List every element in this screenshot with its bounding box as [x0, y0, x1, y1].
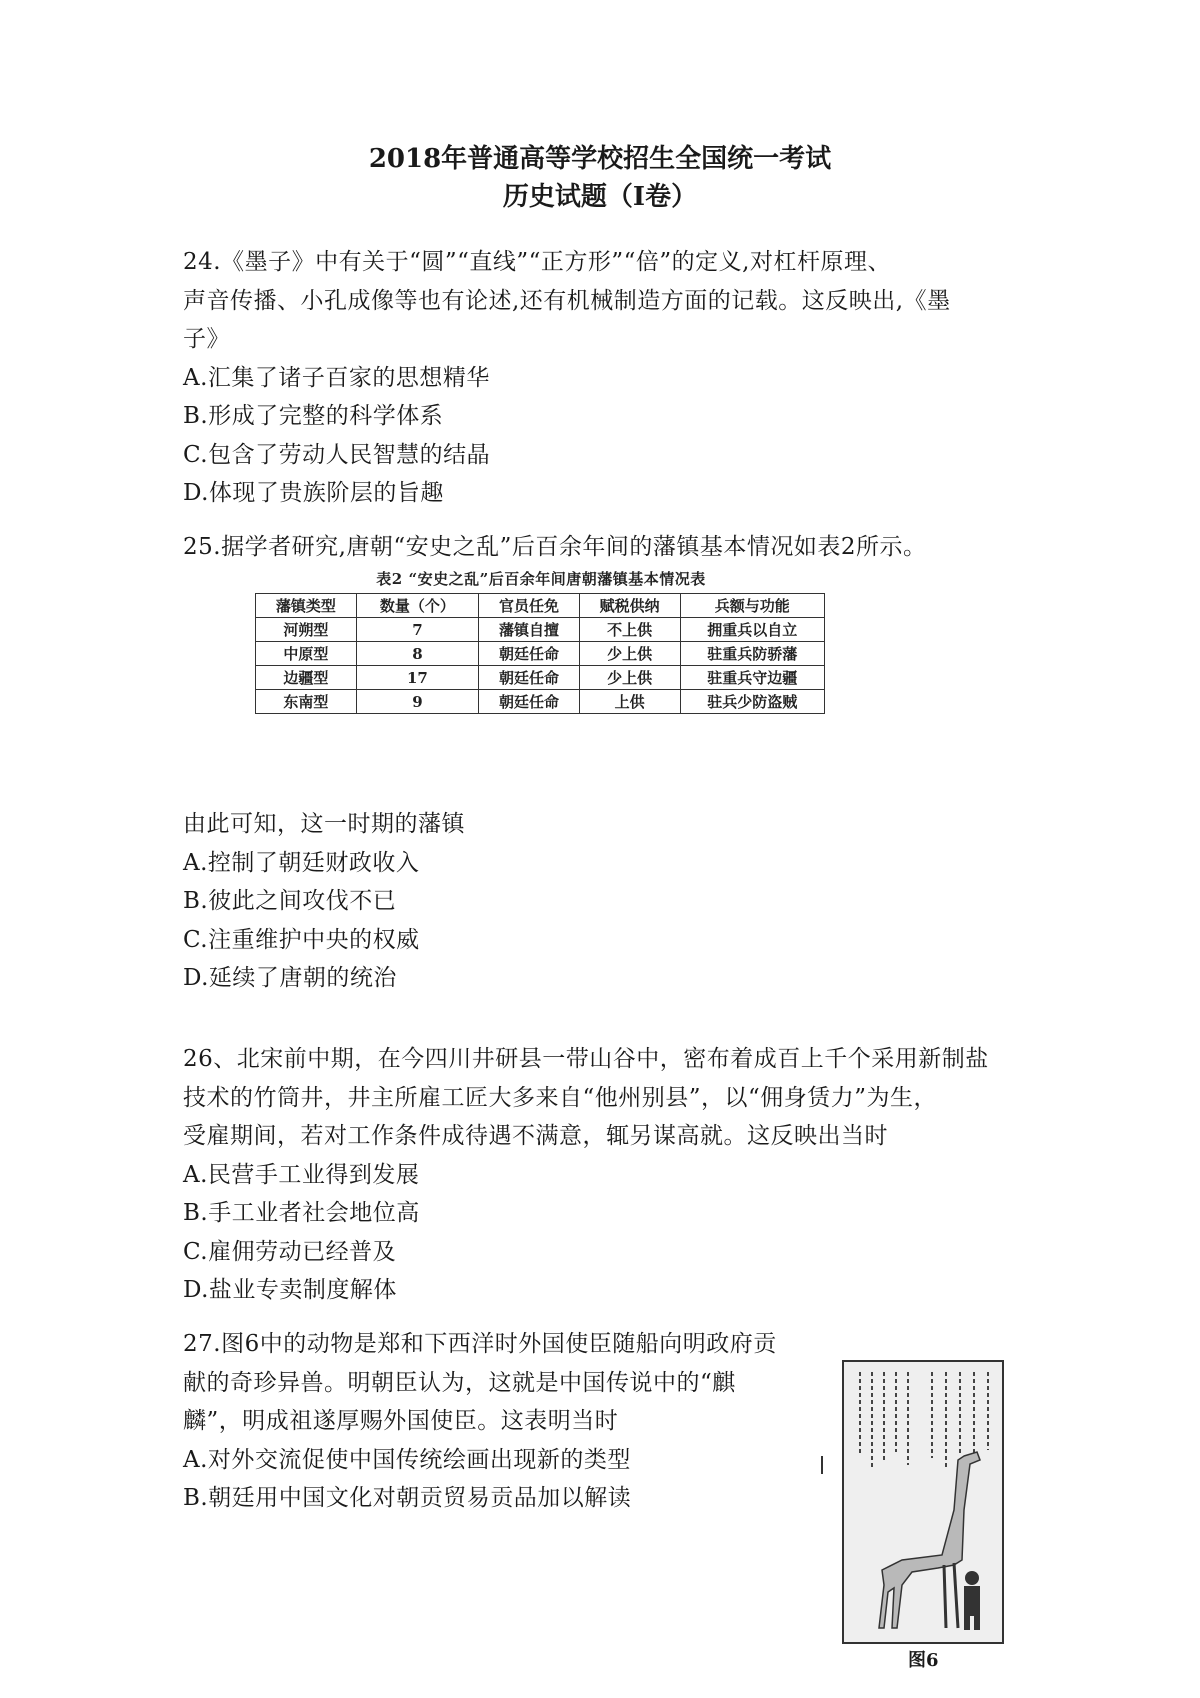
q27-option-b[interactable]: B.朝廷用中国文化对朝贡贸易贡品加以解读: [183, 1485, 632, 1511]
exam-subtitle: 历史试题（Ⅰ卷）: [502, 182, 698, 212]
q26-option-d[interactable]: D.盐业专卖制度解体: [183, 1277, 397, 1303]
question-24: [183, 243, 1033, 513]
table-cell: 少上供: [579, 666, 680, 690]
table-2-image: [255, 568, 827, 714]
scan-mark: [821, 1456, 823, 1474]
q25-option-b[interactable]: B.彼此之间攻伐不已: [183, 888, 397, 914]
q26-stem-line-3: 受雇期间，若对工作条件成待遇不满意，辄另谋高就。这反映出当时: [183, 1123, 888, 1149]
table-row: [256, 690, 825, 714]
giraffe-painting-icon: [842, 1360, 1004, 1644]
table-cell: 朝廷任命: [479, 666, 580, 690]
q26-stem-line-2: 技术的竹筒井，井主所雇工匠大多来自“他州别县”，以“佣身赁力”为生，: [183, 1084, 938, 1111]
table-cell: 东南型: [256, 690, 357, 714]
q26-option-a[interactable]: A.民营手工业得到发展: [183, 1161, 420, 1188]
table-cell: 驻重兵守边疆: [680, 666, 824, 690]
table-cell: 驻兵少防盗贼: [680, 690, 824, 714]
table-header-row: [256, 594, 825, 618]
q26-option-c[interactable]: C.雇佣劳动已经普及: [183, 1238, 397, 1265]
q25-option-c[interactable]: C.注重维护中央的权威: [183, 926, 420, 953]
table-cell: 朝廷任命: [479, 690, 580, 714]
figure-6-image: [842, 1360, 1004, 1644]
table-header-cell: 数量（个）: [356, 594, 479, 618]
table-header-cell: 兵额与功能: [680, 594, 824, 618]
table-cell: 藩镇自擅: [479, 618, 580, 642]
q25-stem: 25.据学者研究,唐朝“安史之乱”后百余年间的藩镇基本情况如表2所示。: [183, 534, 927, 560]
table-cell: 朝廷任命: [479, 642, 580, 666]
question-27: [183, 1325, 823, 1518]
table-cell: 河朔型: [256, 618, 357, 642]
table-cell: 驻重兵防骄藩: [680, 642, 824, 666]
q25-option-a[interactable]: A.控制了朝廷财政收入: [183, 849, 420, 876]
table-cell: 少上供: [579, 642, 680, 666]
table-cell: 7: [356, 618, 479, 642]
table-cell: 上供: [579, 690, 680, 714]
q27-option-a[interactable]: A.对外交流促使中国传统绘画出现新的类型: [183, 1446, 631, 1473]
q24-option-b[interactable]: B.形成了完整的科学体系: [183, 403, 444, 429]
table-row: [256, 618, 825, 642]
table-2-caption: 表2 “安史之乱”后百余年间唐朝藩镇基本情况表: [376, 570, 706, 588]
table-cell: 8: [356, 642, 479, 666]
q24-stem-line-1: 24.《墨子》中有关于“圆”“直线”“正方形”“倍”的定义,对杠杆原理、: [183, 249, 891, 275]
q24-option-c[interactable]: C.包含了劳动人民智慧的结晶: [183, 441, 491, 468]
exam-title: 2018年普通高等学校招生全国统一考试: [368, 144, 832, 174]
table-cell: 不上供: [579, 618, 680, 642]
table-header-cell: 赋税供纳: [579, 594, 680, 618]
q24-option-a[interactable]: A.汇集了诸子百家的思想精华: [183, 364, 490, 391]
q24-option-d[interactable]: D.体现了贵族阶层的旨趣: [183, 480, 444, 506]
table-row: [256, 642, 825, 666]
question-25-body: [183, 805, 1033, 998]
table-cell: 中原型: [256, 642, 357, 666]
table-cell: 拥重兵以自立: [680, 618, 824, 642]
q25-lead: 由此可知，这一时期的藩镇: [183, 811, 465, 837]
table-header-cell: 官员任免: [479, 594, 580, 618]
q24-stem-line-3: 子》: [183, 326, 230, 352]
q25-option-d[interactable]: D.延续了唐朝的统治: [183, 965, 397, 991]
table-cell: 9: [356, 690, 479, 714]
table-header-cell: 藩镇类型: [256, 594, 357, 618]
question-25-stem: [183, 528, 1033, 567]
figure-6-label: 图6: [908, 1650, 939, 1671]
q27-stem-line-1: 27.图6中的动物是郑和下西洋时外国使臣随船向明政府贡: [183, 1331, 777, 1357]
question-26: [183, 1040, 1033, 1310]
q24-stem-line-2: 声音传播、小孔成像等也有论述,还有机械制造方面的记载。这反映出,《墨: [183, 287, 951, 314]
q27-stem-line-3: 麟”，明成祖遂厚赐外国使臣。这表明当时: [183, 1408, 619, 1434]
table-cell: 边疆型: [256, 666, 357, 690]
q26-option-b[interactable]: B.手工业者社会地位高: [183, 1200, 420, 1226]
table-row: [256, 666, 825, 690]
q27-stem-line-2: 献的奇珍异兽。明朝臣认为，这就是中国传说中的“麒: [183, 1369, 736, 1396]
q26-stem-line-1: 26、北宋前中期，在今四川井研县一带山谷中，密布着成百上千个采用新制盐: [183, 1046, 989, 1072]
table-2: [255, 593, 825, 714]
table-cell: 17: [356, 666, 479, 690]
